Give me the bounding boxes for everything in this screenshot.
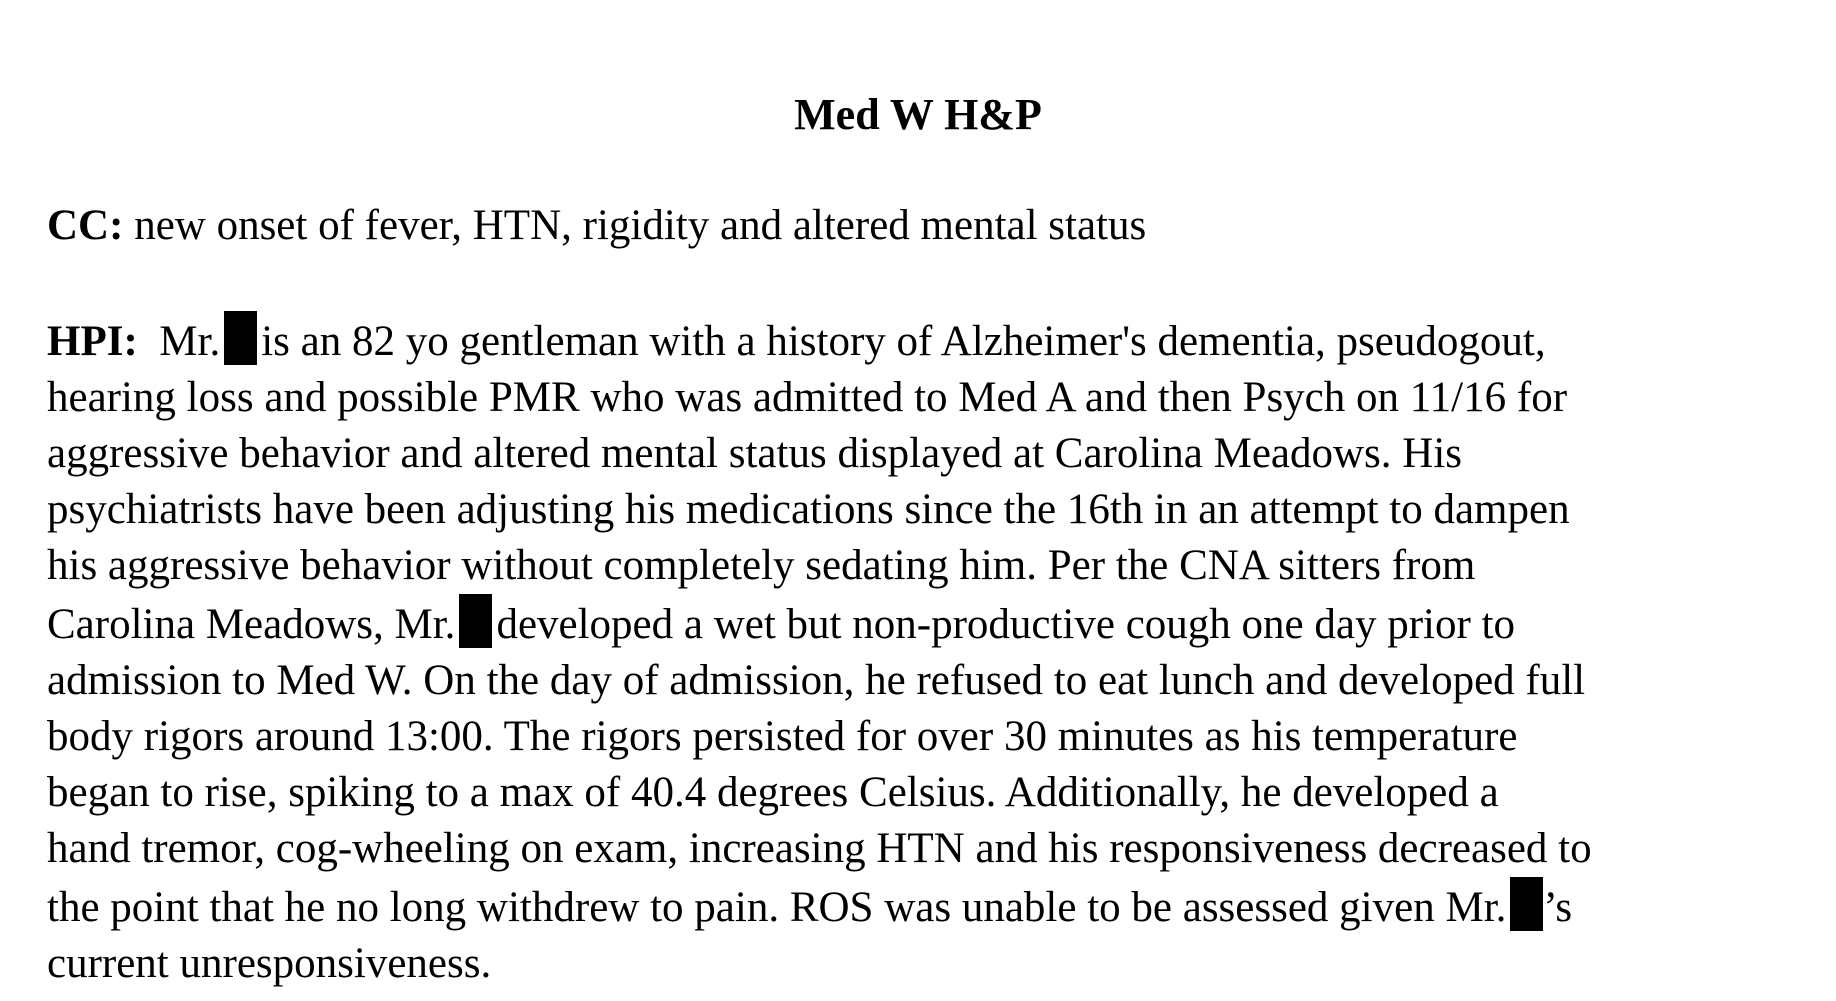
hpi-line-4: psychiatrists have been adjusting his medications since the 16th in an attempt to dampen xyxy=(47,486,1570,533)
document-title: Med W H&P xyxy=(794,90,1042,139)
hpi-line-6 xyxy=(47,594,1807,653)
hpi-section xyxy=(47,311,1807,992)
cc-text: new onset of fever, HTN, rigidity and altered mental status xyxy=(134,202,1147,249)
hpi-line-12: current unresponsiveness. xyxy=(47,940,492,987)
cc-label: CC: xyxy=(47,202,124,249)
redaction-block xyxy=(459,594,492,648)
hpi-line-7: admission to Med W. On the day of admission, he refused to eat lunch and developed full xyxy=(47,657,1586,704)
hpi-line-1-end: is an 82 yo gentleman with a history of Alzheimer's dementia, pseudogout, xyxy=(261,318,1546,365)
hpi-line-3: aggressive behavior and altered mental status displayed at Carolina Meadows. His xyxy=(47,430,1463,477)
hpi-line-1 xyxy=(47,311,1807,370)
hpi-label: HPI: xyxy=(47,318,138,365)
hpi-line-11-end: ’s xyxy=(1543,884,1573,931)
chief-complaint-section xyxy=(47,198,1807,254)
redaction-block xyxy=(1510,877,1543,931)
hpi-line-6-end: developed a wet but non-productive cough one day prior to xyxy=(496,601,1515,648)
hpi-line-10: hand tremor, cog-wheeling on exam, increasing HTN and his responsiveness decreased to xyxy=(47,825,1592,872)
hpi-line-2: hearing loss and possible PMR who was admitted to Med A and then Psych on 11/16 for xyxy=(47,374,1568,421)
hpi-line-5: his aggressive behavior without completely sedating him. Per the CNA sitters from xyxy=(47,542,1476,589)
hpi-line-1-start: Mr. xyxy=(159,318,221,365)
hpi-line-8: body rigors around 13:00. The rigors persisted for over 30 minutes as his temperature xyxy=(47,713,1518,760)
redaction-block xyxy=(224,311,257,365)
hpi-line-11 xyxy=(47,877,1807,936)
hpi-line-11-start: the point that he no long withdrew to pain. ROS was unable to be assessed given Mr. xyxy=(47,884,1507,931)
hpi-line-9: began to rise, spiking to a max of 40.4 degrees Celsius. Additionally, he developed a xyxy=(47,769,1499,816)
hpi-line-6-start: Carolina Meadows, Mr. xyxy=(47,601,456,648)
